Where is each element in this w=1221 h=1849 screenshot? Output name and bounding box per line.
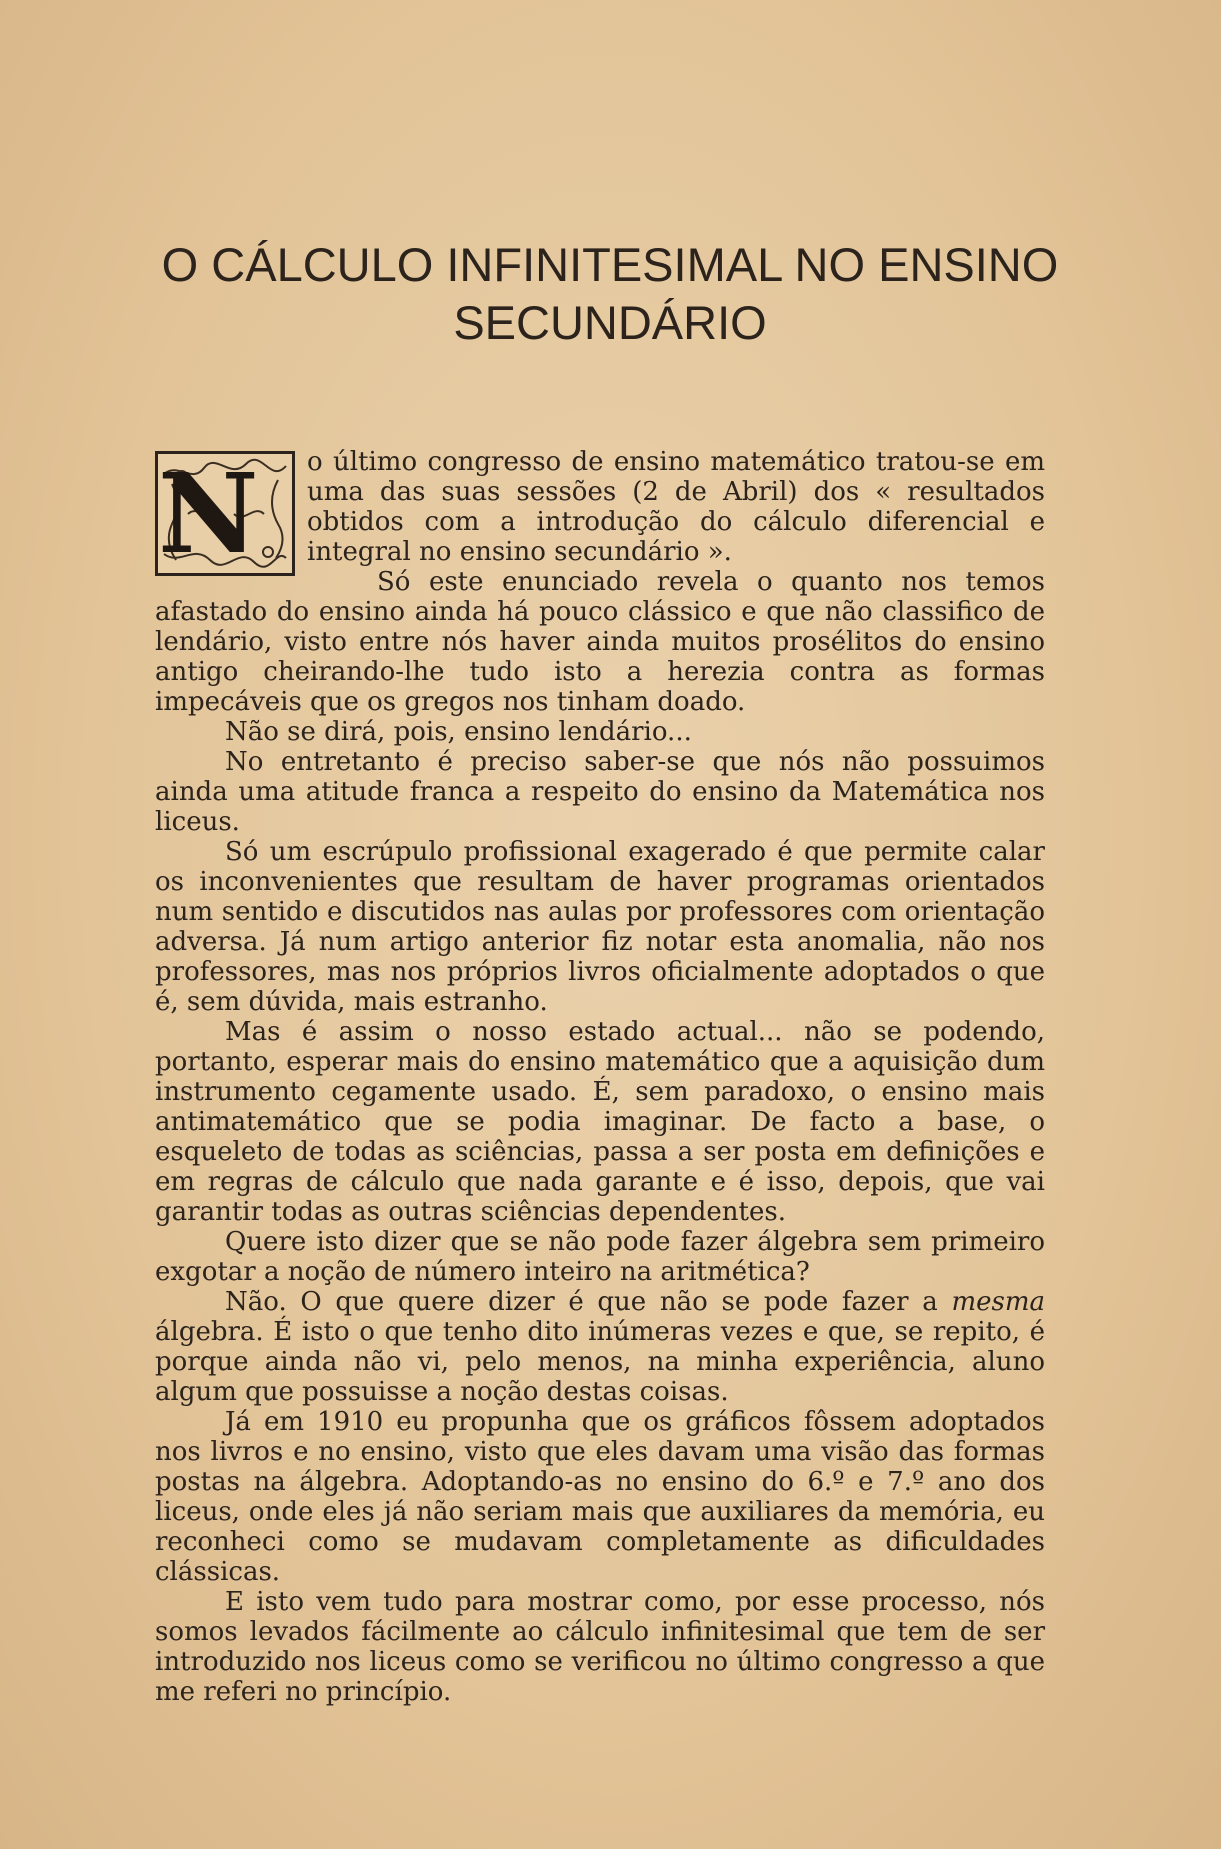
title-line-2: SECUNDÁRIO (453, 296, 767, 349)
paragraph-9: Já em 1910 eu propunha que os gráficos fôssem adoptados nos livros e no ensino, visto que eles davam uma visão das formas postas na álgebra. Adoptando-as no ensino do 6.º e 7.º ano dos liceus, onde eles já não seriam mais que auxiliares da memória, eu reconheci como se mudavam completamente as dificuldades clássicas. (155, 1407, 1045, 1587)
paragraph-2: Só este enunciado revela o quanto nos temos afastado do ensino ainda há pouco clássico e que não classifico de lendário, visto entre nós haver ainda muitos prosélitos do ensino antigo cheirando-lhe tudo isto a herezia contra as formas impecáveis que os gregos nos tinham doado. (155, 567, 1045, 717)
paragraph-8-before: Não. O que quere dizer é que não se pode fazer a (225, 1287, 952, 1317)
decorative-initial (155, 451, 295, 576)
paragraph-5: Só um escrúpulo profissional exagerado é que permite calar os inconvenientes que resultam de haver programas orientados num sentido e discutidos nas aulas por professores com orientação adversa. Já num artigo anterior fiz notar esta anomalia, não nos professores, mas nos próprios livros oficialmente adoptados o que é, sem dúvida, mais estranho. (155, 837, 1045, 1017)
paragraph-8-emphasis: mesma (951, 1287, 1045, 1317)
paragraph-8 (155, 1287, 1045, 1407)
paragraph-1-text: o último congresso de ensino matemático tratou-se em uma das suas sessões (2 de Abril) dos « resultados obtidos com a introdução do cálculo diferencial e integral no ensino secundário ». (307, 447, 1045, 567)
title-line-1: O CÁLCULO INFINITESIMAL NO ENSINO (161, 238, 1059, 291)
paragraph-6: Mas é assim o nosso estado actual... não se podendo, portanto, esperar mais do ensino matemático que a aquisição dum instrumento cegamente usado. É, sem paradoxo, o ensino mais antimatemático que se podia imaginar. De facto a base, o esqueleto de todas as sciências, passa a ser posta em definições e em regras de cálculo que nada garante e é isso, depois, que vai garantir todas as outras sciências dependentes. (155, 1017, 1045, 1227)
paragraph-4: No entretanto é preciso saber-se que nós não possuimos ainda uma atitude franca a respeito do ensino da Matemática nos liceus. (155, 747, 1045, 837)
initial-letter: N (158, 449, 259, 578)
paragraph-1 (155, 447, 1045, 578)
paragraph-8-after: álgebra. É isto o que tenho dito inúmeras vezes e que, se repito, é porque ainda não vi, pelo menos, na minha experiência, aluno algum que possuisse a noção destas coisas. (155, 1317, 1045, 1407)
article-title (120, 236, 1100, 352)
article-body (155, 447, 1045, 1707)
paragraph-3: Não se dirá, pois, ensino lendário... (225, 717, 692, 747)
paragraph-10: E isto vem tudo para mostrar como, por esse processo, nós somos levados fácilmente ao cálculo infinitesimal que tem de ser introduzido nos liceus como se verificou no último congresso a que me referi no princípio. (155, 1587, 1045, 1707)
paragraph-7: Quere isto dizer que se não pode fazer álgebra sem primeiro exgotar a noção de número inteiro na aritmética? (155, 1227, 1045, 1287)
